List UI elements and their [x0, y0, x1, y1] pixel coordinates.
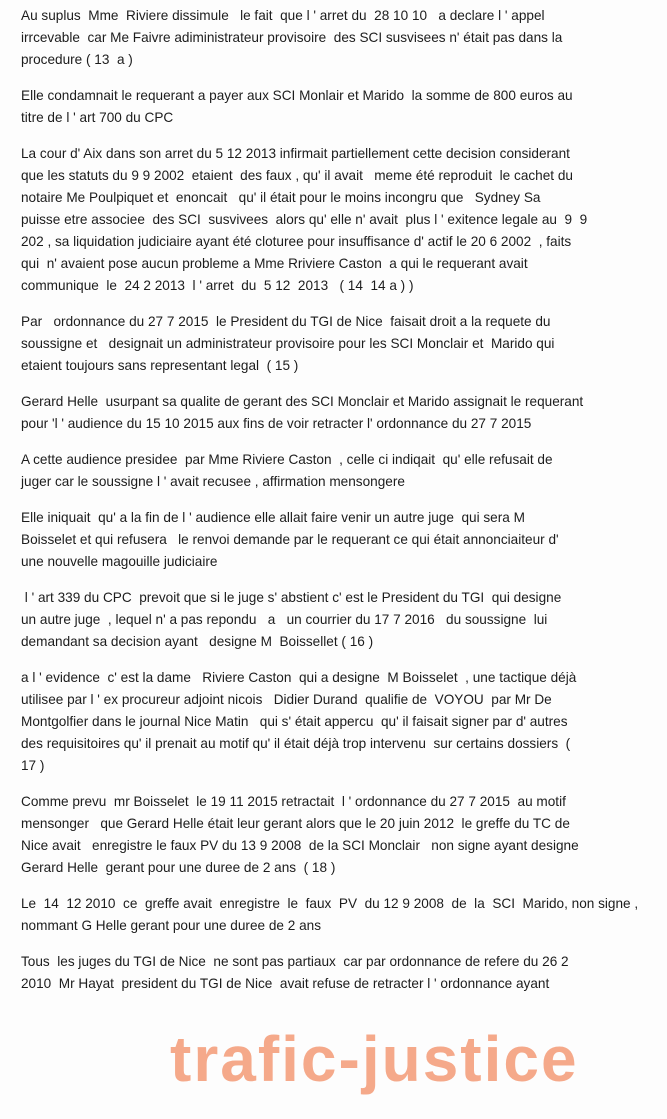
paragraph [21, 951, 661, 995]
text-line: l ' art 339 du CPC prevoit que si le juge s' abstient c' est le President du TGI qui designe [21, 590, 562, 605]
paragraph [21, 5, 661, 71]
text-line: 17 ) [21, 758, 45, 773]
watermark: trafic-justice [170, 1023, 579, 1095]
text-line: puisse etre associee des SCI susvivees alors qu' elle n' avait plus l ' exitence legale au 9 9 [21, 212, 588, 227]
paragraph [21, 667, 661, 777]
paragraph [21, 587, 661, 653]
text-line: demandant sa decision ayant designe M Boissellet ( 16 ) [21, 634, 374, 649]
text-line: procedure ( 13 a ) [21, 52, 133, 67]
text-line: nommant G Helle gerant pour une duree de 2 ans [21, 918, 322, 933]
text-line: La cour d' Aix dans son arret du 5 12 2013 infirmait partiellement cette decision considerant [21, 146, 570, 161]
paragraph [21, 893, 661, 937]
text-line: Gerard Helle usurpant sa qualite de gerant des SCI Monclair et Marido assignait le requerant [21, 394, 584, 409]
text-line: Elle condamnait le requerant a payer aux SCI Monlair et Marido la somme de 800 euros au [21, 88, 573, 103]
text-line: qui n' avaient pose aucun probleme a Mme Rriviere Caston a qui le requerant avait [21, 256, 528, 271]
text-line: une nouvelle magouille judiciaire [21, 554, 218, 569]
text-line: Comme prevu mr Boisselet le 19 11 2015 retractait l ' ordonnance du 27 7 2015 au motif [21, 794, 566, 809]
text-line: Nice avait enregistre le faux PV du 13 9 2008 de la SCI Monclair non signe ayant designe [21, 838, 579, 853]
paragraph [21, 507, 661, 573]
text-line: a l ' evidence c' est la dame Riviere Caston qui a designe M Boisselet , une tactique déjà [21, 670, 577, 685]
text-line: soussigne et designait un administrateur provisoire pour les SCI Monclair et Marido qui [21, 336, 555, 351]
text-line: irrcevable car Me Faivre adiministrateur provisoire des SCI susvisees n' était pas dans la [21, 30, 563, 45]
text-line: pour 'l ' audience du 15 10 2015 aux fins de voir retracter l' ordonnance du 27 7 2015 [21, 416, 532, 431]
paragraph [21, 85, 661, 129]
text-line: des requisitoires qu' il prenait au motif qu' il était déjà trop intervenu sur certains dossiers ( [21, 736, 571, 751]
text-line: que les statuts du 9 9 2002 etaient des faux , qu' il avait meme été reproduit le cachet du [21, 168, 573, 183]
text-line: 2010 Mr Hayat president du TGI de Nice avait refuse de retracter l ' ordonnance ayant [21, 976, 550, 991]
text-line: juger car le soussigne l ' avait recusee , affirmation mensongere [21, 474, 405, 489]
text-line: Montgolfier dans le journal Nice Matin qui s' était appercu qu' il faisait signer par d' autres [21, 714, 568, 729]
text-line: utilisee par l ' ex procureur adjoint nicois Didier Durand qualifie de VOYOU par Mr De [21, 692, 552, 707]
text-line: Le 14 12 2010 ce greffe avait enregistre le faux PV du 12 9 2008 de la SCI Marido, non signe , [21, 896, 639, 911]
text-line: Gerard Helle gerant pour une duree de 2 ans ( 18 ) [21, 860, 336, 875]
paragraph [21, 143, 661, 297]
watermark-band [0, 1009, 667, 1119]
text-line: notaire Me Poulpiquet et enoncait qu' il était pour le moins incongru que Sydney Sa [21, 190, 541, 205]
text-line: Elle iniquait qu' a la fin de l ' audience elle allait faire venir un autre juge qui sera M [21, 510, 525, 525]
paragraph [21, 311, 661, 377]
text-line: mensonger que Gerard Helle était leur gerant alors que le 20 juin 2012 le greffe du TC de [21, 816, 570, 831]
text-line: un autre juge , lequel n' a pas repondu a un courrier du 17 7 2016 du soussigne lui [21, 612, 548, 627]
paragraph [21, 791, 661, 879]
text-line: Par ordonnance du 27 7 2015 le President du TGI de Nice faisait droit a la requete du [21, 314, 551, 329]
text-line: Boisselet et qui refusera le renvoi demande par le requerant ce qui était annonciaiteur d' [21, 532, 559, 547]
paragraph [21, 449, 661, 493]
text-line: etaient toujours sans representant legal ( 15 ) [21, 358, 299, 373]
text-line: 202 , sa liquidation judiciaire ayant été cloturee pour insuffisance d' actif le 20 6 2002 , faits [21, 234, 572, 249]
text-line: Au suplus Mme Riviere dissimule le fait que l ' arret du 28 10 10 a declare l ' appel [21, 8, 545, 23]
text-line: communique le 24 2 2013 l ' arret du 5 12 2013 ( 14 14 a ) ) [21, 278, 414, 293]
paragraph [21, 391, 661, 435]
text-line: titre de l ' art 700 du CPC [21, 110, 174, 125]
document-body [21, 0, 661, 995]
text-line: Tous les juges du TGI de Nice ne sont pas partiaux car par ordonnance de refere du 26 2 [21, 954, 569, 969]
text-line: A cette audience presidee par Mme Riviere Caston , celle ci indiqait qu' elle refusait de [21, 452, 553, 467]
